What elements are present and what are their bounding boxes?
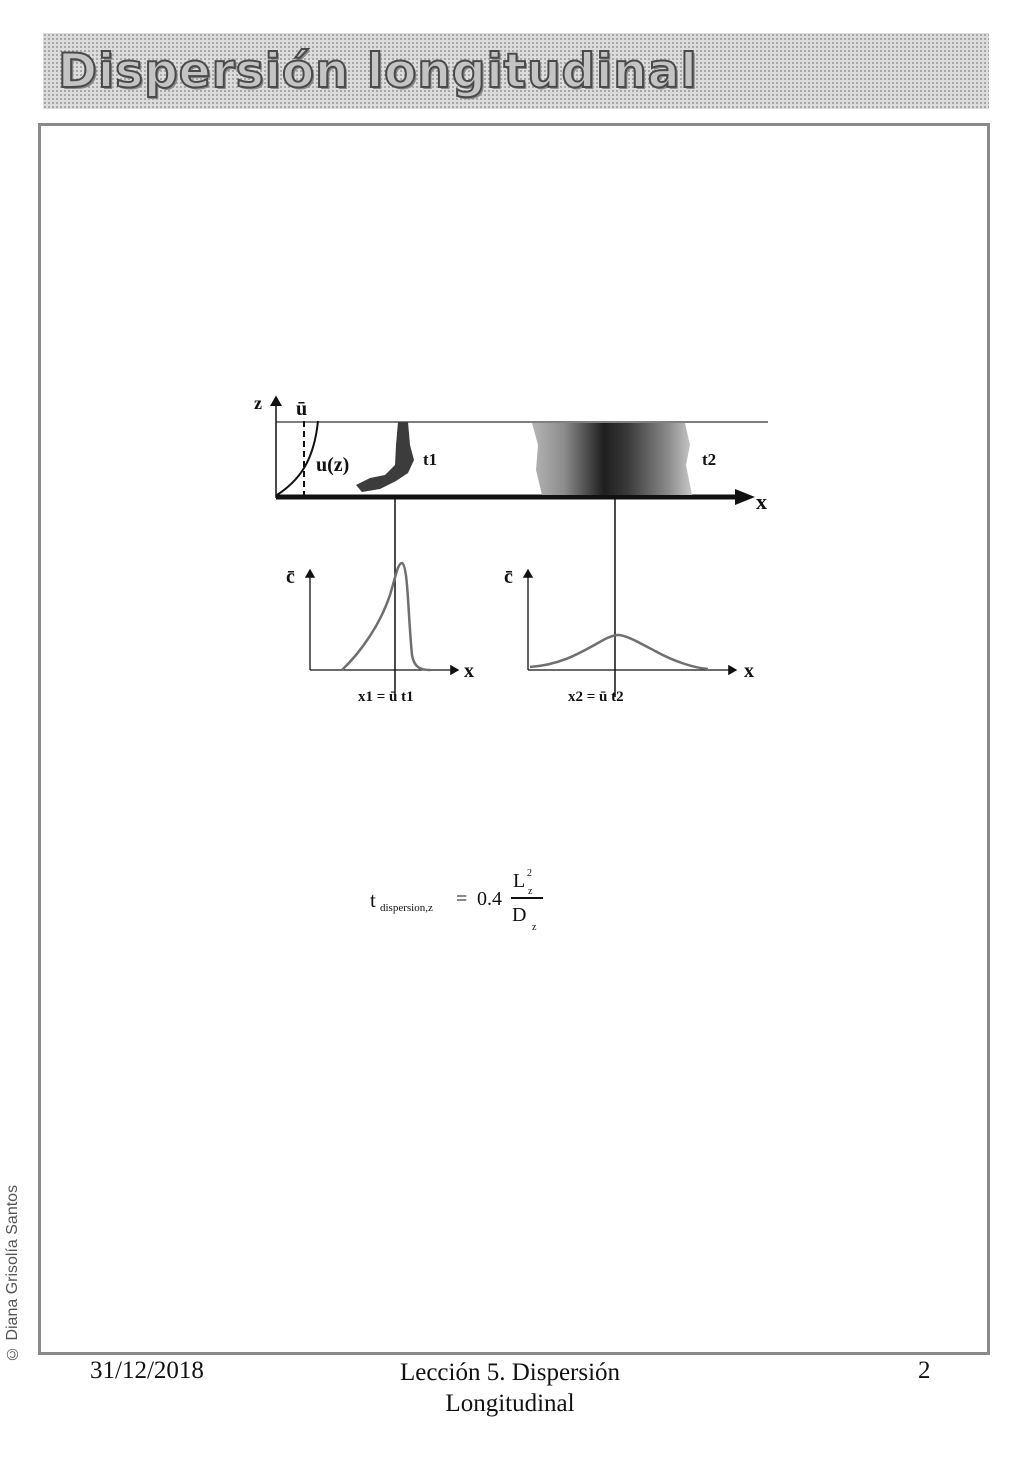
u-bar-label: ū (296, 398, 308, 420)
footer-date: 31/12/2018 (90, 1357, 204, 1384)
copyright-notice: © Diana Grisolía Santos (4, 1184, 21, 1362)
formula-numerator: L (513, 870, 526, 892)
formula-equals: = (456, 888, 468, 910)
x1-equation-label: x1 = ū t1 (358, 689, 414, 705)
formula-numerator-sub: z (528, 886, 533, 897)
left-c-bar-label: c̄ (286, 566, 295, 588)
dispersion-time-formula (370, 868, 570, 938)
footer-page-number: 2 (918, 1357, 931, 1384)
formula-denominator: D (512, 904, 527, 926)
right-x-label: x (744, 660, 754, 682)
content-frame (38, 123, 990, 1355)
dispersion-figure (230, 385, 790, 715)
footer-lesson-title: Lección 5. Dispersión Longitudinal (399, 1359, 621, 1417)
left-concentration-curve (342, 563, 430, 670)
tracer-plume-t1 (356, 422, 414, 492)
t1-label: t1 (423, 450, 438, 469)
formula-denominator-sub: z (532, 922, 537, 933)
formula-numerator-sup: 2 (527, 868, 532, 879)
formula-coefficient: 0.4 (477, 888, 502, 910)
right-concentration-curve (530, 635, 708, 669)
x-axis-label: x (756, 489, 767, 514)
slide-title: Dispersión longitudinal (58, 44, 698, 99)
x-axis-arrowhead (735, 489, 755, 505)
formula-subscript: dispersion,z (380, 902, 433, 914)
x2-equation-label: x2 = ū t2 (568, 689, 624, 705)
left-x-label: x (464, 660, 474, 682)
tracer-plume-t2 (532, 423, 692, 495)
z-axis-label: z (254, 393, 262, 413)
right-c-bar-label: c̄ (504, 566, 513, 588)
formula-t: t (370, 888, 376, 912)
u-profile-label: u(z) (316, 454, 350, 476)
t2-label: t2 (702, 450, 717, 469)
formula-fraction-bar (511, 897, 543, 899)
velocity-profile-curve (277, 421, 318, 495)
